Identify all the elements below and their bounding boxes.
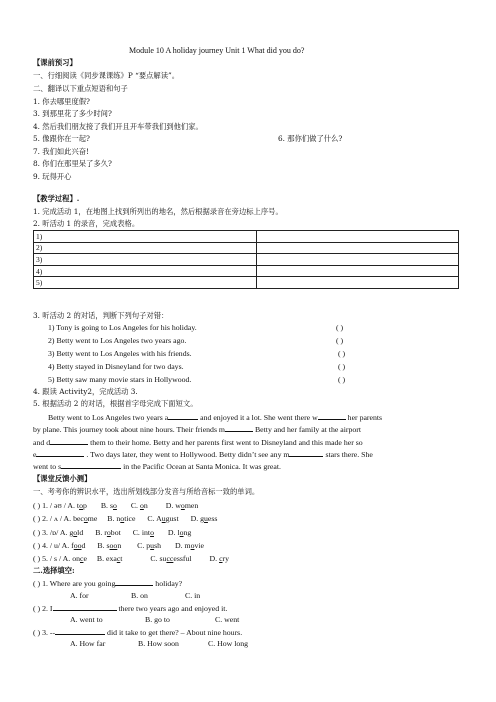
- activity-3: 3. 听活动 2 的对话，判断下列句子对错：: [33, 311, 169, 320]
- answer-table: [33, 230, 459, 289]
- pre-item: 1. 你去哪里度假?: [33, 97, 90, 106]
- table-cell[interactable]: [257, 277, 459, 289]
- blank-field[interactable]: [61, 461, 121, 469]
- mc-option[interactable]: B. on: [131, 591, 148, 600]
- table-cell[interactable]: 3): [34, 254, 257, 266]
- phonetic-question: ( ) 1. / əʊ / A. top B. so C. on D. women: [33, 501, 199, 510]
- feedback-step-2: 二.选择填空:: [33, 566, 75, 575]
- mc-option[interactable]: B. go to: [145, 615, 170, 624]
- phonetic-question: ( ) 3. /ɒ/ A. gold B. robot C. into D. long: [33, 528, 192, 537]
- blank-field[interactable]: [225, 424, 253, 432]
- passage-line: e . Two days later, they went to Hollywood. Betty didn’t see any m stars there. She: [33, 450, 373, 459]
- table-row: [34, 265, 459, 277]
- phonetic-question: ( ) 5. / s / A. once B. exact C. successful D. cry: [33, 554, 230, 563]
- table-row: [34, 231, 459, 243]
- blank-field[interactable]: [53, 603, 117, 611]
- table-cell[interactable]: [257, 265, 459, 277]
- table-row: [34, 254, 459, 266]
- table-cell[interactable]: [257, 254, 459, 266]
- pre-item: 4. 然后我们朋友接了我们开且开车带我们到他们家。: [33, 122, 203, 131]
- table-row: [34, 277, 459, 289]
- pre-step-2: 二、翻译以下重点短语和句子: [33, 84, 128, 93]
- pre-item: 3. 到那里花了多少时间?: [33, 109, 112, 118]
- passage-line: went to s in the Pacific Ocean at Santa Monica. It was great.: [33, 462, 281, 471]
- blank-field[interactable]: [168, 412, 198, 420]
- phonetic-question: ( ) 2. / ʌ / A. become B. notice C. August D. guess: [33, 514, 218, 523]
- mc-question: ( ) 1. Where are you going holiday?: [33, 579, 183, 588]
- pre-item: 8. 你们在那里呆了多久?: [33, 159, 112, 168]
- pre-item: 9. 玩得开心: [33, 172, 72, 181]
- table-cell[interactable]: [257, 242, 459, 254]
- pre-item: 5. 像跟你在一起?: [33, 134, 90, 143]
- blank-field[interactable]: [36, 449, 84, 457]
- activity-4: 4. 跟读 Activity2，完成活动 3.: [33, 387, 138, 396]
- blank-field[interactable]: [55, 627, 105, 635]
- tf-answer[interactable]: ( ): [336, 336, 344, 345]
- page-title: Module 10 A holiday journey Unit 1 What did you do?: [129, 46, 305, 55]
- mc-option[interactable]: C. went: [215, 615, 240, 624]
- tf-answer[interactable]: ( ): [338, 375, 346, 384]
- mc-option[interactable]: B. How soon: [138, 639, 179, 648]
- passage-line: Betty went to Los Angeles two years a and enjoyed it a lot. She went there w her parents: [48, 413, 383, 422]
- blank-field[interactable]: [50, 437, 88, 445]
- activity-5: 5. 根据活动 2 的对话，根据首字母完成下面短文。: [33, 399, 198, 408]
- mc-option[interactable]: A. How far: [70, 639, 106, 648]
- table-cell[interactable]: 4): [34, 265, 257, 277]
- activity-1: 1. 完成活动 1，在地图上找到所列出的地名，然后根据录音在旁边标上序号。: [33, 207, 283, 216]
- mc-option[interactable]: A. for: [70, 591, 89, 600]
- phonetic-question: ( ) 4. / u/ A. food B. soon C. push D. movie: [33, 541, 205, 550]
- passage-line: and d them to their home. Betty and her parents first went to Disneyland and this made her so: [33, 438, 363, 447]
- pre-step-1: 一、行细阅读《同步课课练》P “要点解读”。: [33, 71, 180, 80]
- feedback-step-1: 一、考考你的辨识水平，选出所划线部分发音与所给音标一致的单词。: [33, 487, 260, 496]
- mc-option[interactable]: C. in: [185, 591, 201, 600]
- table-cell[interactable]: [257, 231, 459, 243]
- tf-answer[interactable]: ( ): [338, 362, 346, 371]
- tf-statement: 5) Betty saw many movie stars in Hollywood.: [48, 375, 192, 384]
- table-cell[interactable]: 5): [34, 277, 257, 289]
- tf-statement: 3) Betty went to Los Angeles with his friends.: [48, 349, 192, 358]
- mc-option[interactable]: A. went to: [70, 615, 103, 624]
- mc-question: ( ) 2. I there two years ago and enjoyed it.: [33, 604, 228, 613]
- tf-statement: 4) Betty stayed in Disneyland for two days.: [48, 362, 184, 371]
- tf-answer[interactable]: ( ): [336, 323, 344, 332]
- activity-2: 2. 听活动 1 的录音，完成表格。: [33, 219, 140, 228]
- section-heading-process: 【教学过程】.: [33, 194, 80, 203]
- tf-answer[interactable]: ( ): [338, 349, 346, 358]
- table-cell[interactable]: 2): [34, 242, 257, 254]
- table-row: [34, 242, 459, 254]
- blank-field[interactable]: [115, 578, 153, 586]
- table-cell[interactable]: 1): [34, 231, 257, 243]
- section-heading-pre: 【课前预习】: [33, 58, 77, 67]
- blank-field[interactable]: [289, 449, 323, 457]
- mc-option[interactable]: C. How long: [208, 639, 249, 648]
- pre-item: 7. 我们如此兴奋!: [33, 147, 89, 156]
- tf-statement: 1) Tony is going to Los Angeles for his holiday.: [48, 323, 197, 332]
- blank-field[interactable]: [318, 412, 346, 420]
- tf-statement: 2) Betty went to Los Angeles two years ago.: [48, 336, 187, 345]
- pre-item: 6. 那你们做了什么?: [278, 134, 343, 143]
- mc-question: ( ) 3. -- did it take to get there? – About nine hours.: [33, 628, 243, 637]
- section-heading-feedback: 【课堂反馈小测】: [33, 474, 92, 483]
- passage-line: by plane. This journey took about nine hours. Their friends m Betty and her family at the airport: [33, 425, 362, 434]
